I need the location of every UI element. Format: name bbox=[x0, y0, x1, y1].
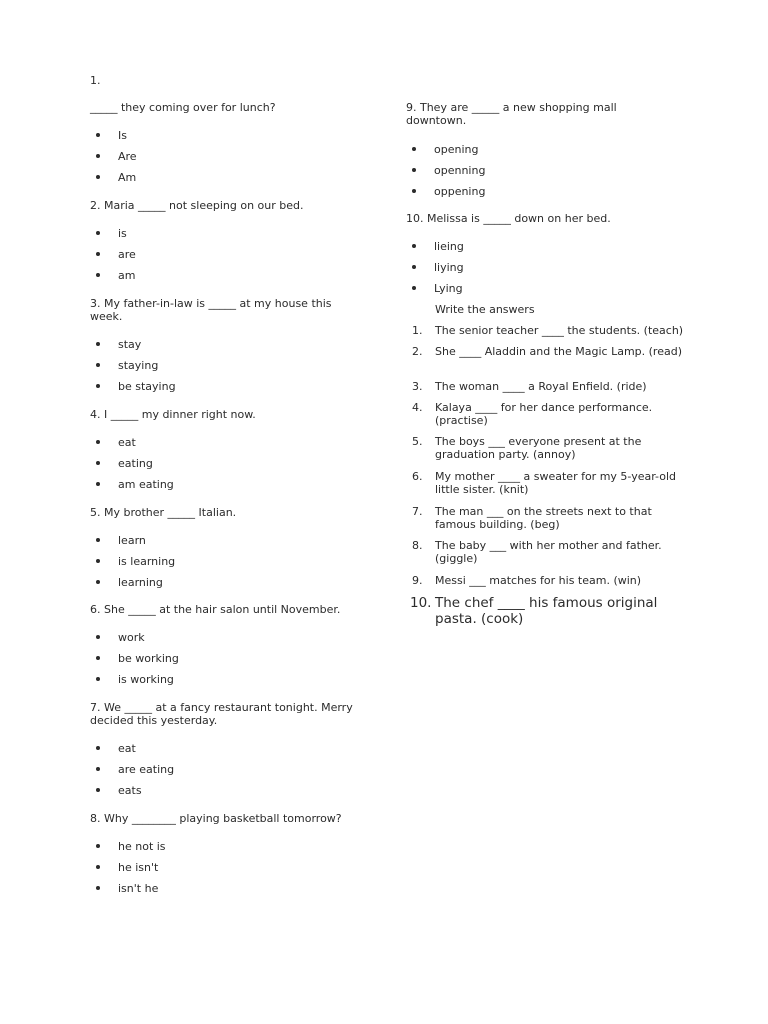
question-5-text: 5. My brother _____ Italian. bbox=[90, 506, 237, 519]
bullet-icon bbox=[96, 440, 100, 444]
bullet-icon bbox=[96, 746, 100, 750]
bullet-icon bbox=[96, 384, 100, 388]
question-6-text: 6. She _____ at the hair salon until November. bbox=[90, 603, 341, 616]
option-item: am bbox=[90, 269, 136, 290]
option-item: eats bbox=[90, 784, 174, 805]
answer-item: 5. The boys ___ everyone present at the graduation party. (annoy) bbox=[412, 435, 642, 461]
option-item: liying bbox=[406, 261, 464, 282]
option-item: is bbox=[90, 227, 136, 248]
option-item: he isn't bbox=[90, 861, 166, 882]
bullet-icon bbox=[96, 656, 100, 660]
question-4-options bbox=[90, 436, 174, 499]
question-3-text: 3. My father-in-law is _____ at my house this week. bbox=[90, 297, 332, 323]
option-item: eat bbox=[90, 436, 174, 457]
option-item: Are bbox=[90, 150, 137, 171]
write-answers-heading: Write the answers bbox=[435, 303, 535, 316]
question-3-options bbox=[90, 338, 176, 401]
option-item: be working bbox=[90, 652, 179, 673]
bullet-icon bbox=[96, 844, 100, 848]
question-6-options bbox=[90, 631, 179, 694]
question-2-text: 2. Maria _____ not sleeping on our bed. bbox=[90, 199, 304, 212]
bullet-icon bbox=[96, 886, 100, 890]
bullet-icon bbox=[96, 342, 100, 346]
option-item: am eating bbox=[90, 478, 174, 499]
option-item: is learning bbox=[90, 555, 175, 576]
bullet-icon bbox=[96, 767, 100, 771]
bullet-icon bbox=[96, 363, 100, 367]
bullet-icon bbox=[412, 265, 416, 269]
bullet-icon bbox=[96, 133, 100, 137]
question-1-text: _____ they coming over for lunch? bbox=[90, 101, 276, 114]
option-item: are eating bbox=[90, 763, 174, 784]
bullet-icon bbox=[96, 559, 100, 563]
option-item: is working bbox=[90, 673, 179, 694]
question-9-text: 9. They are _____ a new shopping mall downtown. bbox=[406, 101, 617, 127]
bullet-icon bbox=[96, 788, 100, 792]
question-1-options bbox=[90, 129, 137, 192]
bullet-icon bbox=[96, 154, 100, 158]
answer-list bbox=[406, 324, 686, 629]
bullet-icon bbox=[96, 538, 100, 542]
option-item: eat bbox=[90, 742, 174, 763]
option-item: he not is bbox=[90, 840, 166, 861]
answer-item: 1. The senior teacher ____ the students. (teach) bbox=[412, 324, 684, 337]
question-8-text: 8. Why ________ playing basketball tomorrow? bbox=[90, 812, 342, 825]
option-item: are bbox=[90, 248, 136, 269]
question-10-options bbox=[406, 240, 464, 303]
bullet-icon bbox=[412, 168, 416, 172]
answer-item: 6. My mother ____ a sweater for my 5-year-old little sister. (knit) bbox=[412, 470, 676, 496]
bullet-icon bbox=[96, 677, 100, 681]
option-item: Lying bbox=[406, 282, 464, 303]
option-item: oppening bbox=[406, 185, 485, 206]
bullet-icon bbox=[96, 635, 100, 639]
bullet-icon bbox=[412, 147, 416, 151]
bullet-icon bbox=[412, 189, 416, 193]
option-item: learning bbox=[90, 576, 175, 597]
question-2-options bbox=[90, 227, 136, 290]
answer-item: 3. The woman ____ a Royal Enfield. (ride) bbox=[412, 380, 647, 393]
option-item: learn bbox=[90, 534, 175, 555]
bullet-icon bbox=[96, 252, 100, 256]
option-item: openning bbox=[406, 164, 485, 185]
option-item: lieing bbox=[406, 240, 464, 261]
option-item: staying bbox=[90, 359, 176, 380]
question-1-number: 1. bbox=[90, 74, 101, 87]
option-item: Am bbox=[90, 171, 137, 192]
option-item: stay bbox=[90, 338, 176, 359]
answer-item: 4. Kalaya ____ for her dance performance. (practise) bbox=[412, 401, 653, 427]
option-item: be staying bbox=[90, 380, 176, 401]
answer-item: 7. The man ___ on the streets next to that famous building. (beg) bbox=[412, 505, 652, 531]
bullet-icon bbox=[96, 461, 100, 465]
question-4-text: 4. I _____ my dinner right now. bbox=[90, 408, 256, 421]
option-item: work bbox=[90, 631, 179, 652]
bullet-icon bbox=[96, 580, 100, 584]
bullet-icon bbox=[96, 482, 100, 486]
question-5-options bbox=[90, 534, 175, 597]
option-item: opening bbox=[406, 143, 485, 164]
bullet-icon bbox=[96, 865, 100, 869]
answer-item: 10. The chef ____ his famous original pasta. (cook) bbox=[410, 595, 658, 627]
bullet-icon bbox=[412, 244, 416, 248]
option-item: eating bbox=[90, 457, 174, 478]
question-9-options bbox=[406, 143, 485, 206]
bullet-icon bbox=[412, 286, 416, 290]
question-10-text: 10. Melissa is _____ down on her bed. bbox=[406, 212, 611, 225]
bullet-icon bbox=[96, 231, 100, 235]
question-8-options bbox=[90, 840, 166, 903]
option-item: Is bbox=[90, 129, 137, 150]
question-7-options bbox=[90, 742, 174, 805]
answer-item: 9. Messi ___ matches for his team. (win) bbox=[412, 574, 642, 587]
option-item: isn't he bbox=[90, 882, 166, 903]
question-7-text: 7. We _____ at a fancy restaurant tonight. Merry decided this yesterday. bbox=[90, 701, 353, 727]
bullet-icon bbox=[96, 273, 100, 277]
answer-item: 2. She ____ Aladdin and the Magic Lamp. (read) bbox=[412, 345, 682, 358]
bullet-icon bbox=[96, 175, 100, 179]
answer-item: 8. The baby ___ with her mother and father. (giggle) bbox=[412, 539, 662, 565]
